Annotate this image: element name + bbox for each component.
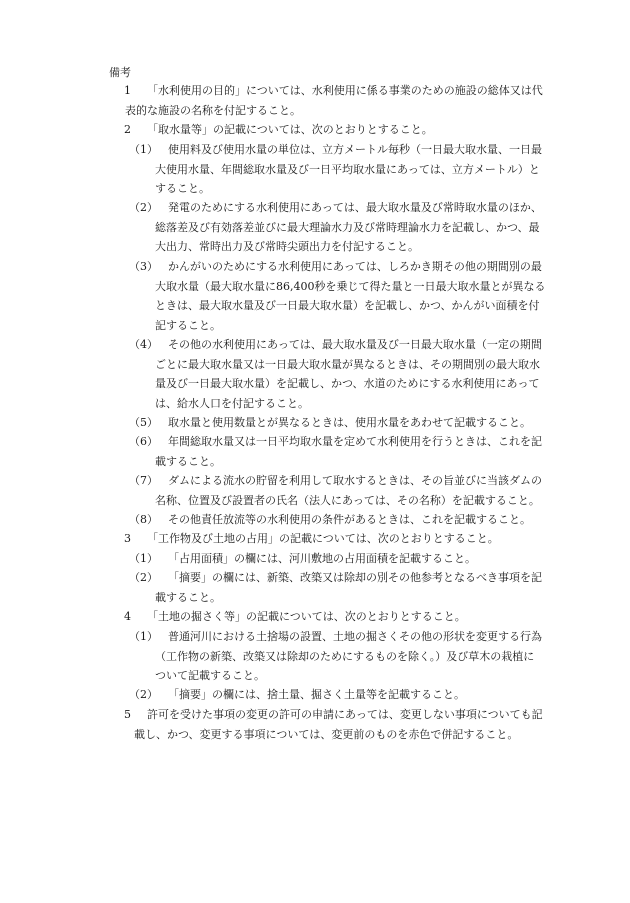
sub-item-number: （6） [129, 435, 158, 448]
sub-item-2-5 [129, 413, 531, 433]
item-line: 大取水量（最大取水量に86,400秒を乗じて得た量と一日最大取水量とが異なる [155, 279, 546, 293]
item-line: 「土地の掘さく等」の記載については、次のとおりとすること。 [147, 610, 466, 623]
item-line: 量及び一日最大取水量）を記載し、かつ、水道のためにする水利使用にあって [155, 377, 540, 390]
item-line: 発電のためにする水利使用にあっては、最大取水量及び常時取水量のほか、 [168, 201, 542, 214]
sub-item-number: （1） [129, 143, 158, 156]
item-line: 記すること。 [155, 318, 221, 332]
sub-item-2-4 [129, 335, 542, 413]
item-line: 総落差及び有効落差並びに最大理論水力及び常時理論水力を記載し、かつ、最 [155, 220, 540, 234]
sub-item-number: （8） [129, 513, 158, 526]
item-line: 名称、位置及び設置者の氏名（法人にあっては、その名称）を記載すること。 [155, 493, 540, 507]
item-line: かんがいのためにする水利使用にあっては、しろかき期その他の期間別の最 [168, 260, 542, 273]
note-item-2 [124, 120, 433, 140]
sub-item-2-6 [129, 432, 542, 471]
item-line: ついて記載すること。 [155, 669, 265, 682]
sub-item-4-1 [129, 627, 542, 686]
sub-item-number: （2） [129, 571, 158, 584]
item-line: 「占用面積」の欄には、河川敷地の占用面積を記載すること。 [168, 552, 476, 565]
item-line: 年間総取水量又は一日平均取水量を定めて水利使用を行うときは、これを記 [168, 435, 542, 448]
item-line: （工作物の新築、改築又は除却のためにするものを除く。）及び草木の栽植に [155, 649, 535, 663]
item-line: 「取水量等」の記載については、次のとおりとすること。 [147, 123, 433, 136]
note-item-3 [124, 529, 499, 549]
sub-item-2-8 [129, 510, 531, 530]
sub-item-2-2 [129, 198, 542, 257]
item-line: すること。 [155, 182, 210, 195]
sub-item-number: （1） [129, 552, 158, 565]
sub-item-3-2 [129, 568, 542, 607]
item-line: 「摘要」の欄には、新築、改築又は除却の別その他参考となるべき事項を記 [168, 571, 542, 584]
item-line: 「摘要」の欄には、捨土量、掘さく土量等を記載すること。 [168, 688, 465, 701]
item-line: 「工作物及び土地の占用」の記載については、次のとおりとすること。 [147, 532, 499, 545]
item-line: 使用料及び使用水量の単位は、立方メートル毎秒（一日最大取水量、一日最 [168, 143, 542, 156]
item-number: 2 [124, 123, 131, 136]
sub-item-2-7 [129, 471, 542, 510]
sub-item-number: （2） [129, 688, 158, 701]
document-title: 備考 [109, 66, 131, 79]
note-item-5 [124, 705, 543, 744]
item-line: 取水量と使用数量とが異なるときは、使用水量をあわせて記載すること。 [168, 416, 531, 429]
item-line: 大出力、常時出力及び常時尖頭出力を付記すること。 [155, 240, 419, 253]
item-line: 載し、かつ、変更する事項については、変更前のものを赤色で併記すること。 [134, 727, 519, 741]
item-line: ときは、最大取水量及び一日最大取水量）を記載し、かつ、かんがい面積を付 [155, 299, 540, 312]
sub-item-number: （7） [129, 474, 158, 487]
item-number: 3 [124, 532, 131, 545]
item-line: その他責任放流等の水利使用の条件があるときは、これを記載すること。 [168, 513, 531, 526]
item-line: 普通河川における土捨場の設置、土地の掘さくその他の形状を変更する行為 [168, 630, 542, 643]
sub-item-number: （5） [129, 416, 158, 429]
sub-item-3-1 [129, 549, 476, 569]
item-number: 5 [124, 708, 131, 721]
item-number: 4 [124, 610, 131, 623]
sub-item-number: （4） [129, 338, 158, 351]
sub-item-number: （3） [129, 260, 158, 273]
item-line: ダムによる流水の貯留を利用して取水するときは、その旨並びに当該ダムの [168, 474, 542, 487]
item-line: は、給水人口を付記すること。 [155, 396, 309, 410]
sub-item-number: （1） [129, 630, 158, 643]
item-line: 許可を受けた事項の変更の許可の申請にあっては、変更しない事項についても記 [147, 708, 543, 721]
item-line: その他の水利使用にあっては、最大取水量及び一日最大取水量（一定の期間 [168, 338, 542, 351]
sub-item-4-2 [129, 685, 465, 705]
item-line: 載すること。 [155, 454, 221, 468]
sub-item-2-3 [129, 257, 546, 335]
item-line: 表的な施設の名称を付記すること。 [125, 103, 301, 117]
sub-item-2-1 [129, 140, 542, 199]
item-number: 1 [124, 84, 131, 97]
note-item-4 [124, 607, 466, 627]
item-line: 載すること。 [155, 590, 221, 604]
item-line: 大使用水量、年間総取水量及び一日平均取水量にあっては、立方メートル）と [155, 162, 540, 176]
note-item-1 [124, 81, 543, 120]
item-line: ごとに最大取水量又は一日最大取水量が異なるときは、その期間別の最大取水 [155, 357, 540, 371]
sub-item-number: （2） [129, 201, 158, 214]
item-line: 「水利使用の目的」については、水利使用に係る事業のための施設の総体又は代 [147, 84, 543, 97]
